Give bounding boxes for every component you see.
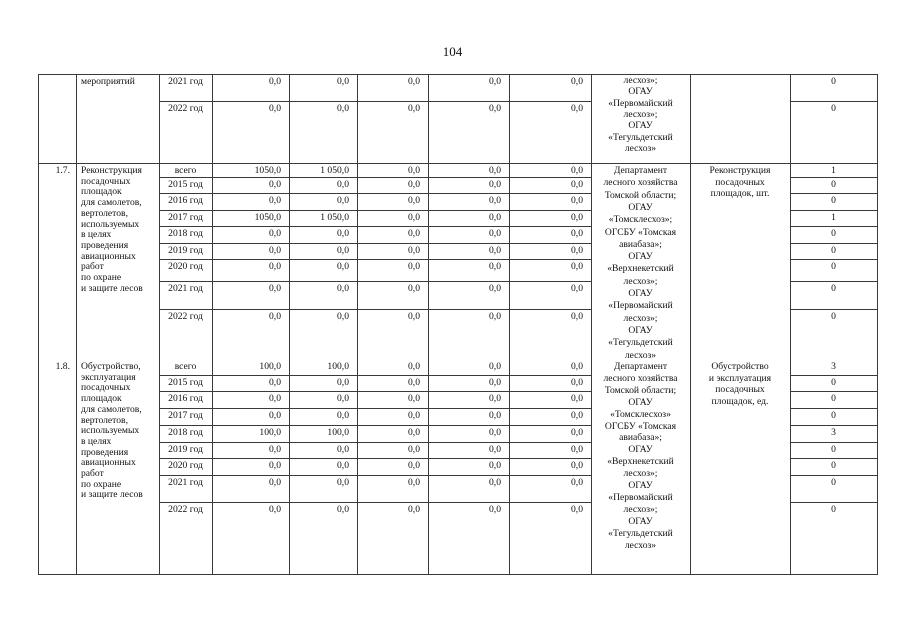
amount-cell: 0,0 xyxy=(571,103,583,114)
row-divider xyxy=(790,425,877,426)
amount-cell: 0,0 xyxy=(269,410,281,421)
amount-cell: 0,0 xyxy=(269,393,281,404)
indicator-value-cell: 0 xyxy=(831,179,836,190)
executor-text-line: ОГАУ xyxy=(628,324,653,336)
amount-cell: 0,0 xyxy=(408,261,420,272)
amount-cell: 0,0 xyxy=(489,504,501,515)
executor-text-line: лесхоз»; xyxy=(623,503,658,515)
amount-cell: 0,0 xyxy=(408,361,420,372)
activity-name-line: авиационных xyxy=(81,457,136,469)
indicator-name-line: площадок, шт. xyxy=(710,188,770,199)
row-divider xyxy=(159,243,591,244)
section-divider xyxy=(38,163,877,164)
indicator-value-cell: 0 xyxy=(831,477,836,488)
activity-name-line: вертолетов, xyxy=(81,207,128,219)
executor-text-line: «Тегульдетский xyxy=(608,131,673,143)
executor-text-line: лесхоз» xyxy=(624,142,657,154)
executor-text-line: ОГАУ xyxy=(628,396,653,408)
year-cell: 2020 год xyxy=(168,261,203,272)
column-divider xyxy=(212,74,213,574)
indicator-name-line: Обустройство xyxy=(711,361,769,372)
amount-cell: 0,0 xyxy=(571,393,583,404)
indicator-name-line: посадочных xyxy=(715,176,765,188)
indicator-value-cell: 0 xyxy=(831,311,836,322)
indicator-name-line: посадочных xyxy=(715,384,765,395)
amount-cell: 0,0 xyxy=(337,76,349,87)
amount-cell: 0,0 xyxy=(489,311,501,322)
year-cell: всего xyxy=(174,361,197,372)
activity-name-line: посадочных xyxy=(81,175,131,187)
column-divider xyxy=(591,74,592,574)
year-cell: 2021 год xyxy=(168,283,203,294)
amount-cell: 0,0 xyxy=(269,76,281,87)
column-divider xyxy=(357,74,358,574)
year-cell: 2019 год xyxy=(168,245,203,256)
activity-name-line: для самолетов, xyxy=(81,197,142,209)
year-cell: 2022 год xyxy=(168,504,203,515)
activity-name-line: работ xyxy=(81,261,104,273)
row-divider xyxy=(159,442,591,443)
executor-text-line: Томской области; xyxy=(604,189,677,201)
page-number: 104 xyxy=(442,44,463,59)
indicator-value-cell: 1 xyxy=(831,165,836,176)
amount-cell: 100,0 xyxy=(327,361,349,372)
amount-cell: 0,0 xyxy=(408,195,420,206)
section-number: 1.8. xyxy=(55,361,70,372)
table-border-left xyxy=(38,74,39,574)
amount-cell: 0,0 xyxy=(408,283,420,294)
amount-cell: 0,0 xyxy=(489,195,501,206)
executor-text-line: «Верхнекетский xyxy=(607,456,674,468)
amount-cell: 0,0 xyxy=(269,444,281,455)
amount-cell: 0,0 xyxy=(408,228,420,239)
executor-text-line: Департамент xyxy=(613,165,668,176)
amount-cell: 0,0 xyxy=(571,460,583,471)
executor-text-line: «Первомайский xyxy=(608,300,673,312)
activity-name-line: по охране xyxy=(81,478,122,490)
indicator-value-cell: 0 xyxy=(831,195,836,206)
amount-cell: 1050,0 xyxy=(254,165,281,176)
executor-text-line: авиабаза»; xyxy=(619,432,662,444)
executor-text-line: лесхоз»; xyxy=(623,275,658,287)
amount-cell: 0,0 xyxy=(337,444,349,455)
activity-name-line: и защите лесов xyxy=(81,489,143,501)
executor-text-line: ОГАУ xyxy=(628,444,653,456)
column-divider xyxy=(428,74,429,574)
row-divider xyxy=(159,193,591,194)
amount-cell: 0,0 xyxy=(489,427,501,438)
column-divider xyxy=(690,74,691,574)
executor-text-line: ОГАУ xyxy=(628,86,653,98)
amount-cell: 0,0 xyxy=(408,427,420,438)
indicator-value-cell: 0 xyxy=(831,504,836,515)
row-divider xyxy=(159,281,591,282)
executor-text-line: ОГАУ xyxy=(628,515,653,527)
row-divider xyxy=(790,408,877,409)
row-divider xyxy=(790,210,877,211)
amount-cell: 0,0 xyxy=(489,261,501,272)
indicator-value-cell: 0 xyxy=(831,283,836,294)
indicator-value-cell: 0 xyxy=(831,228,836,239)
table-border-bottom xyxy=(38,574,878,575)
amount-cell: 0,0 xyxy=(489,228,501,239)
row-divider xyxy=(790,502,877,503)
activity-name-line: используемых xyxy=(81,218,140,230)
amount-cell: 0,0 xyxy=(337,228,349,239)
row-divider xyxy=(790,458,877,459)
amount-cell: 0,0 xyxy=(571,179,583,190)
executor-text-line: ОГАУ xyxy=(628,480,653,491)
amount-cell: 0,0 xyxy=(337,103,349,114)
amount-cell: 100,0 xyxy=(259,361,281,372)
amount-cell: 0,0 xyxy=(408,444,420,455)
activity-name-line: для самолетов, xyxy=(81,403,142,415)
executor-text-line: лесного хозяйства xyxy=(603,177,678,189)
amount-cell: 0,0 xyxy=(337,311,349,322)
executor-text-line: «Томсклесхоз» xyxy=(610,408,671,420)
row-divider xyxy=(159,391,591,392)
executor-text-line: «Первомайский xyxy=(608,491,673,503)
year-cell: 2018 год xyxy=(168,427,203,438)
row-divider xyxy=(790,193,877,194)
column-divider xyxy=(509,74,510,574)
section-number: 1.7. xyxy=(55,165,70,176)
amount-cell: 0,0 xyxy=(571,245,583,256)
amount-cell: 100,0 xyxy=(259,427,281,438)
amount-cell: 0,0 xyxy=(408,245,420,256)
executor-text-line: ОГАУ xyxy=(628,120,653,132)
amount-cell: 0,0 xyxy=(269,504,281,515)
indicator-value-cell: 0 xyxy=(831,444,836,455)
amount-cell: 0,0 xyxy=(571,212,583,223)
amount-cell: 0,0 xyxy=(489,361,501,372)
activity-name-line: используемых xyxy=(81,425,140,437)
amount-cell: 0,0 xyxy=(408,377,420,388)
amount-cell: 0,0 xyxy=(337,179,349,190)
activity-name-line: и защите лесов xyxy=(81,282,143,294)
row-divider xyxy=(790,101,877,102)
activity-name-line: проведения xyxy=(81,446,129,458)
amount-cell: 0,0 xyxy=(408,179,420,190)
amount-cell: 0,0 xyxy=(571,427,583,438)
amount-cell: 0,0 xyxy=(571,477,583,488)
indicator-value-cell: 3 xyxy=(831,427,836,438)
amount-cell: 0,0 xyxy=(408,165,420,176)
row-divider xyxy=(159,259,591,260)
amount-cell: 1 050,0 xyxy=(320,212,349,223)
column-divider xyxy=(76,74,77,574)
amount-cell: 0,0 xyxy=(489,444,501,455)
activity-name-line: эксплуатация xyxy=(81,371,136,383)
amount-cell: 0,0 xyxy=(408,393,420,404)
amount-cell: 0,0 xyxy=(489,179,501,190)
amount-cell: 0,0 xyxy=(489,76,501,87)
indicator-value-cell: 0 xyxy=(831,393,836,404)
amount-cell: 0,0 xyxy=(489,103,501,114)
indicator-value-cell: 0 xyxy=(831,460,836,471)
column-divider xyxy=(159,74,160,574)
row-divider xyxy=(159,226,591,227)
amount-cell: 0,0 xyxy=(337,245,349,256)
row-divider xyxy=(159,177,591,178)
amount-cell: 0,0 xyxy=(489,460,501,471)
row-divider xyxy=(790,226,877,227)
activity-name-line: в целях xyxy=(81,229,112,241)
amount-cell: 0,0 xyxy=(269,228,281,239)
amount-cell: 0,0 xyxy=(337,283,349,294)
activity-name-line: Обустройство, xyxy=(81,361,141,372)
row-divider xyxy=(790,375,877,376)
year-cell: 2015 год xyxy=(168,377,203,388)
amount-cell: 0,0 xyxy=(337,504,349,515)
year-cell: 2022 год xyxy=(168,311,203,322)
year-cell: 2015 год xyxy=(168,179,203,190)
amount-cell: 0,0 xyxy=(408,504,420,515)
executor-text-line: ОГАУ xyxy=(628,201,653,213)
amount-cell: 0,0 xyxy=(489,245,501,256)
amount-cell: 0,0 xyxy=(337,261,349,272)
amount-cell: 0,0 xyxy=(269,460,281,471)
executor-text-line: лесхоз»; xyxy=(623,312,658,324)
amount-cell: 0,0 xyxy=(489,165,501,176)
amount-cell: 0,0 xyxy=(408,76,420,87)
executor-text-line: «Тегульдетский xyxy=(608,527,673,539)
amount-cell: 1 050,0 xyxy=(320,165,349,176)
indicator-value-cell: 0 xyxy=(831,377,836,388)
amount-cell: 0,0 xyxy=(269,477,281,488)
amount-cell: 0,0 xyxy=(571,410,583,421)
amount-cell: 0,0 xyxy=(489,393,501,404)
indicator-value-cell: 0 xyxy=(831,76,836,87)
column-divider xyxy=(790,74,791,574)
indicator-value-cell: 0 xyxy=(831,245,836,256)
amount-cell: 0,0 xyxy=(489,410,501,421)
indicator-name-line: площадок, ед. xyxy=(711,395,769,407)
amount-cell: 0,0 xyxy=(571,228,583,239)
executor-text-line: лесхоз»; xyxy=(623,75,658,86)
amount-cell: 0,0 xyxy=(269,179,281,190)
year-cell: 2021 год xyxy=(168,477,203,488)
row-divider xyxy=(790,309,877,310)
amount-cell: 1050,0 xyxy=(254,212,281,223)
amount-cell: 0,0 xyxy=(571,311,583,322)
executor-text-line: «Тегульдетский xyxy=(608,337,673,349)
row-divider xyxy=(790,442,877,443)
row-divider xyxy=(159,309,591,310)
year-cell: 2021 год xyxy=(168,76,203,87)
executor-text-line: Томской области; xyxy=(604,384,677,396)
amount-cell: 0,0 xyxy=(571,361,583,372)
row-divider xyxy=(159,502,591,503)
year-cell: 2022 год xyxy=(168,103,203,114)
table-border-right xyxy=(877,74,878,574)
amount-cell: 0,0 xyxy=(489,283,501,294)
amount-cell: 0,0 xyxy=(269,195,281,206)
executor-text-line: «Верхнекетский xyxy=(607,263,674,275)
amount-cell: 0,0 xyxy=(269,261,281,272)
amount-cell: 0,0 xyxy=(408,410,420,421)
activity-name-line: площадок xyxy=(81,393,122,405)
executor-text-line: ОГСБУ «Томская xyxy=(604,226,677,238)
row-divider xyxy=(790,475,877,476)
activity-name-line: работ xyxy=(81,468,104,479)
year-cell: 2017 год xyxy=(168,212,203,223)
amount-cell: 0,0 xyxy=(571,444,583,455)
year-cell: 2018 год xyxy=(168,228,203,239)
amount-cell: 0,0 xyxy=(571,283,583,294)
amount-cell: 0,0 xyxy=(489,377,501,388)
executor-text-line: лесхоз» xyxy=(624,539,657,551)
amount-cell: 0,0 xyxy=(571,377,583,388)
executor-text-line: лесхоз»; xyxy=(623,108,658,120)
amount-cell: 0,0 xyxy=(408,103,420,114)
activity-name-line: площадок xyxy=(81,186,122,198)
row-divider xyxy=(159,101,591,102)
executor-text-line: ОГАУ xyxy=(628,288,653,299)
amount-cell: 0,0 xyxy=(337,195,349,206)
amount-cell: 0,0 xyxy=(408,460,420,471)
executor-text-line: «Томсклесхоз»; xyxy=(608,214,673,226)
year-cell: 2019 год xyxy=(168,444,203,455)
activity-name-line: авиационных xyxy=(81,250,136,262)
indicator-value-cell: 3 xyxy=(831,361,836,372)
amount-cell: 0,0 xyxy=(337,377,349,388)
amount-cell: 0,0 xyxy=(408,212,420,223)
activity-name-tail: мероприятий xyxy=(81,76,135,87)
amount-cell: 0,0 xyxy=(337,460,349,471)
activity-name-line: вертолетов, xyxy=(81,414,128,426)
amount-cell: 0,0 xyxy=(571,165,583,176)
year-cell: 2017 год xyxy=(168,410,203,421)
activity-name-line: по охране xyxy=(81,272,122,283)
amount-cell: 0,0 xyxy=(269,311,281,322)
indicator-value-cell: 0 xyxy=(831,410,836,421)
amount-cell: 0,0 xyxy=(489,477,501,488)
row-divider xyxy=(790,281,877,282)
amount-cell: 0,0 xyxy=(408,477,420,488)
amount-cell: 0,0 xyxy=(337,393,349,404)
amount-cell: 0,0 xyxy=(269,103,281,114)
row-divider xyxy=(790,243,877,244)
amount-cell: 0,0 xyxy=(269,377,281,388)
amount-cell: 0,0 xyxy=(269,283,281,294)
indicator-name-line: и эксплуатация xyxy=(708,372,772,384)
row-divider xyxy=(159,475,591,476)
year-cell: 2016 год xyxy=(168,393,203,404)
activity-name-line: в целях xyxy=(81,435,112,447)
row-divider xyxy=(159,425,591,426)
amount-cell: 0,0 xyxy=(571,76,583,87)
amount-cell: 0,0 xyxy=(337,477,349,488)
activity-name-line: посадочных xyxy=(81,382,131,394)
column-divider xyxy=(289,74,290,574)
executor-text-line: лесхоз» xyxy=(624,349,657,361)
row-divider xyxy=(159,210,591,211)
executor-text-line: авиабаза»; xyxy=(619,238,662,250)
row-divider xyxy=(159,408,591,409)
amount-cell: 0,0 xyxy=(489,212,501,223)
row-divider xyxy=(159,375,591,376)
row-divider xyxy=(790,259,877,260)
executor-text-line: Департамент xyxy=(613,361,668,372)
row-divider xyxy=(790,391,877,392)
amount-cell: 0,0 xyxy=(571,504,583,515)
executor-text-line: лесного хозяйства xyxy=(603,372,678,384)
year-cell: 2020 год xyxy=(168,460,203,471)
amount-cell: 0,0 xyxy=(571,195,583,206)
activity-name-line: Реконструкция xyxy=(81,165,142,176)
row-divider xyxy=(159,458,591,459)
executor-text-line: «Первомайский xyxy=(608,97,673,109)
year-cell: 2016 год xyxy=(168,195,203,206)
executor-text-line: ОГСБУ «Томская xyxy=(604,420,677,432)
amount-cell: 0,0 xyxy=(571,261,583,272)
amount-cell: 0,0 xyxy=(337,410,349,421)
executor-text-line: лесхоз»; xyxy=(623,468,658,480)
indicator-name-line: Реконструкция xyxy=(709,165,771,176)
row-divider xyxy=(790,177,877,178)
table-border-top xyxy=(38,74,878,75)
indicator-value-cell: 1 xyxy=(831,212,836,223)
activity-name-line: проведения xyxy=(81,239,129,251)
amount-cell: 100,0 xyxy=(327,427,349,438)
year-cell: всего xyxy=(174,165,197,176)
executor-text-line: ОГАУ xyxy=(628,251,653,263)
indicator-value-cell: 0 xyxy=(831,103,836,114)
amount-cell: 0,0 xyxy=(408,311,420,322)
amount-cell: 0,0 xyxy=(269,245,281,256)
indicator-value-cell: 0 xyxy=(831,261,836,272)
